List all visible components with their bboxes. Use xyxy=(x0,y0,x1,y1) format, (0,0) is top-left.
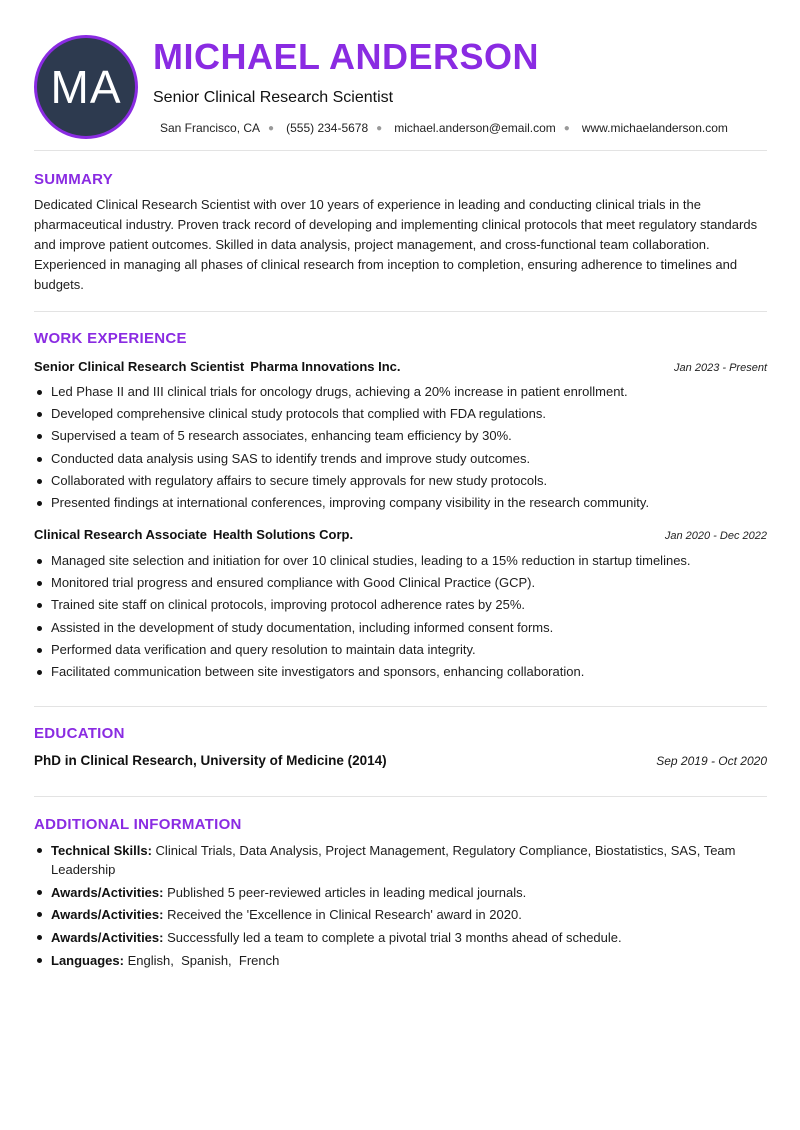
info-label: Awards/Activities: xyxy=(51,907,164,922)
education-dates: Sep 2019 - Oct 2020 xyxy=(656,754,767,768)
divider xyxy=(34,796,767,797)
contact-phone[interactable]: (555) 234-5678 xyxy=(286,121,369,135)
separator-dot-icon: ● xyxy=(376,122,383,134)
job-title-line xyxy=(34,527,353,542)
contact-email[interactable]: michael.anderson@email.com xyxy=(394,121,556,135)
info-text: Published 5 peer-reviewed articles in leading medical journals. xyxy=(167,884,527,900)
avatar-initials: MA xyxy=(50,61,122,113)
list-item: Managed site selection and initiation for over 10 clinical studies, leading to a 15% reduction in startup timelines. xyxy=(34,550,767,572)
contact-website[interactable]: www.michaelanderson.com xyxy=(581,121,728,135)
work-experience-heading: WORK EXPERIENCE xyxy=(34,330,187,347)
info-text: Clinical Trials, Data Analysis, Project Management, Regulatory Compliance, Biostatistics, SAS, Team Leadership xyxy=(51,843,736,877)
contact-line xyxy=(160,121,728,135)
job-company: Pharma Innovations Inc. xyxy=(250,359,401,374)
job-dates: Jan 2020 - Dec 2022 xyxy=(664,530,767,542)
candidate-role: Senior Clinical Research Scientist xyxy=(153,89,394,106)
info-text: English, Spanish, French xyxy=(127,952,280,968)
additional-info-heading: ADDITIONAL INFORMATION xyxy=(34,816,242,833)
job-bullets xyxy=(34,550,767,683)
list-item: Monitored trial progress and ensured compliance with Good Clinical Practice (GCP). xyxy=(34,572,767,594)
education-degree: PhD in Clinical Research, University of Medicine (2014) xyxy=(34,753,387,768)
info-text: Received the 'Excellence in Clinical Research' award in 2020. xyxy=(167,907,522,922)
info-label: Awards/Activities: xyxy=(51,884,164,900)
list-item: Facilitated communication between site investigators and sponsors, enhancing collaboration. xyxy=(34,661,767,683)
candidate-name: MICHAEL ANDERSON xyxy=(153,36,540,77)
job-title: Clinical Research Associate xyxy=(34,527,207,542)
education-heading: EDUCATION xyxy=(34,725,125,742)
list-item: Conducted data analysis using SAS to identify trends and improve study outcomes. xyxy=(34,448,767,470)
list-item xyxy=(34,928,749,947)
list-item xyxy=(34,841,749,879)
info-label: Languages: xyxy=(51,952,124,968)
info-label: Awards/Activities: xyxy=(51,929,164,945)
contact-location: San Francisco, CA xyxy=(160,121,261,135)
job-header xyxy=(34,527,767,542)
list-item: Supervised a team of 5 research associates, enhancing team efficiency by 30%. xyxy=(34,425,767,447)
job-title: Senior Clinical Research Scientist xyxy=(34,359,245,374)
list-item: Trained site staff on clinical protocols, improving protocol adherence rates by 25%. xyxy=(34,594,767,616)
job-bullets xyxy=(34,381,767,514)
list-item: Presented findings at international conferences, improving company visibility in the research community. xyxy=(34,492,767,514)
list-item xyxy=(34,883,749,902)
separator-dot-icon: ● xyxy=(563,122,570,134)
list-item: Collaborated with regulatory affairs to secure timely approvals for new study protocols. xyxy=(34,470,767,492)
list-item: Led Phase II and III clinical trials for oncology drugs, achieving a 20% increase in patient enrollment. xyxy=(34,381,767,403)
list-item: Assisted in the development of study documentation, including informed consent forms. xyxy=(34,617,767,639)
list-item xyxy=(34,951,749,970)
summary-heading: SUMMARY xyxy=(34,171,114,188)
education-entry xyxy=(34,753,767,768)
job-dates: Jan 2023 - Present xyxy=(674,362,767,374)
list-item xyxy=(34,905,749,924)
separator-dot-icon: ● xyxy=(268,122,275,134)
divider xyxy=(34,150,767,151)
list-item: Performed data verification and query resolution to maintain data integrity. xyxy=(34,639,767,661)
info-text: Successfully led a team to complete a pivotal trial 3 months ahead of schedule. xyxy=(167,929,622,945)
job-header xyxy=(34,359,767,374)
additional-info-list xyxy=(34,841,749,973)
summary-text: Dedicated Clinical Research Scientist with over 10 years of experience in leading and conducting clinical trials in the pharmaceutical industry. Proven track record of developing and implementing clinical protocols that meet regulatory standards and improve patient outcomes. Skilled in data analysis, project management, and cross-functional team collaboration. Experienced in managing all phases of clinical research from inception to completion, ensuring adherence to timelines and budgets. xyxy=(34,197,758,292)
job-company: Health Solutions Corp. xyxy=(212,527,354,542)
divider xyxy=(34,311,767,312)
info-label: Technical Skills: xyxy=(51,843,152,858)
job-title-line xyxy=(34,359,401,374)
list-item: Developed comprehensive clinical study protocols that complied with FDA regulations. xyxy=(34,403,767,425)
avatar xyxy=(34,35,138,139)
divider xyxy=(34,706,767,707)
